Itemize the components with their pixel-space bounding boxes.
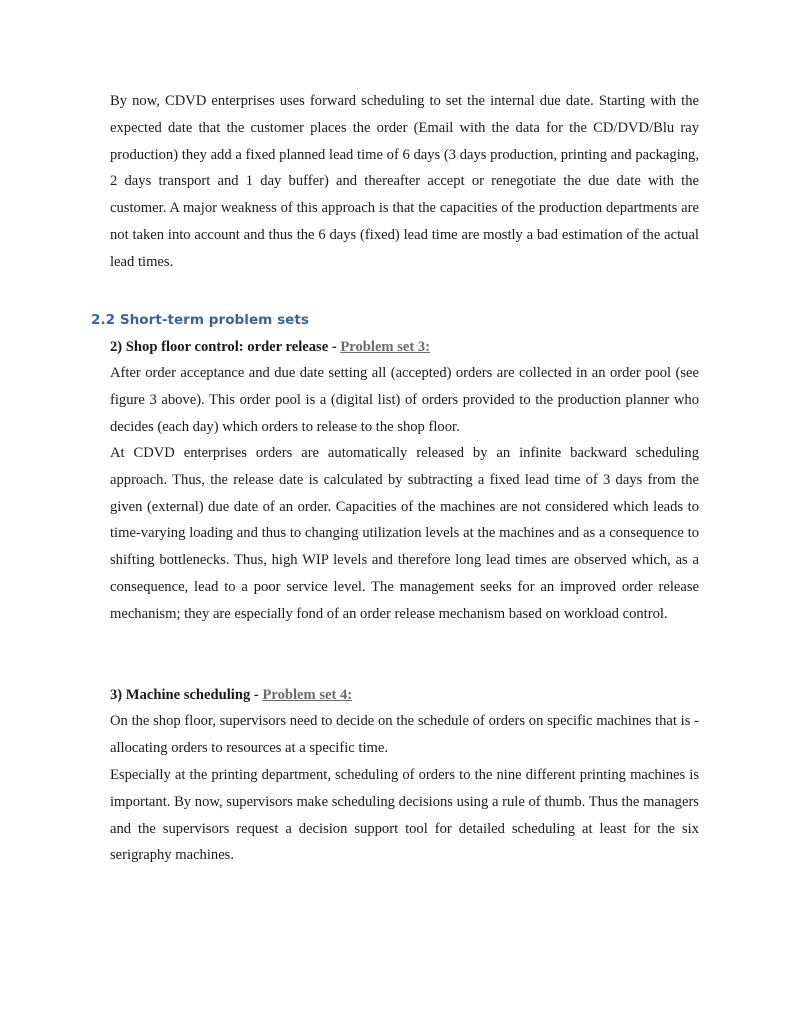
problem-set-3-title: 2) Shop floor control: order release - <box>110 339 341 355</box>
problem-set-3-link[interactable]: Problem set 3: <box>340 339 431 355</box>
order-release-paragraph: At CDVD enterprises orders are automatically released by an infinite backward scheduling approach. Thus, the release date is calculated by subtracting a fixed lead time of 3 days from the given (external) due date of an order. Capacities of the machines are not considered which leads to time-varying loading and thus to changing utilization levels at the machines and as a consequence to shifting bottlenecks. Thus, high WIP levels and therefore long lead times are observed which, as a consequence, lead to a poor service level. The management seeks for an improved order release mechanism; they are especially fond of an order release mechanism based on workload control. <box>110 445 699 622</box>
problem-set-3-heading <box>110 334 430 360</box>
problem-set-4-link[interactable]: Problem set 4: <box>262 687 353 703</box>
printing-department-paragraph: Especially at the printing department, scheduling of orders to the nine different printing machines is important. By now, supervisors make scheduling decisions using a rule of thumb. Thus the managers and the supervisors request a decision support tool for detailed scheduling at least for the six serigraphy machines. <box>110 767 699 864</box>
section-heading: 2.2 Short-term problem sets <box>91 312 309 328</box>
order-pool-paragraph: After order acceptance and due date setting all (accepted) orders are collected in an order pool (see figure 3 above). This order pool is a (digital list) of orders provided to the production planner who decides (each day) which orders to release to the shop floor. <box>110 365 699 435</box>
problem-set-4-title: 3) Machine scheduling - <box>110 687 263 703</box>
problem-set-4-heading <box>110 682 352 708</box>
shop-floor-paragraph: On the shop floor, supervisors need to decide on the schedule of orders on specific machines that is - allocating orders to resources at a specific time. <box>110 713 699 756</box>
intro-paragraph: By now, CDVD enterprises uses forward scheduling to set the internal due date. Starting with the expected date that the customer places the order (Email with the data for the CD/DVD/Blu ray production) they add a fixed planned lead time of 6 days (3 days production, printing and packaging, 2 days transport and 1 day buffer) and thereafter accept or renegotiate the due date with the customer. A major weakness of this approach is that the capacities of the production departments are not taken into account and thus the 6 days (fixed) lead time are mostly a bad estimation of the actual lead times. <box>110 93 699 270</box>
